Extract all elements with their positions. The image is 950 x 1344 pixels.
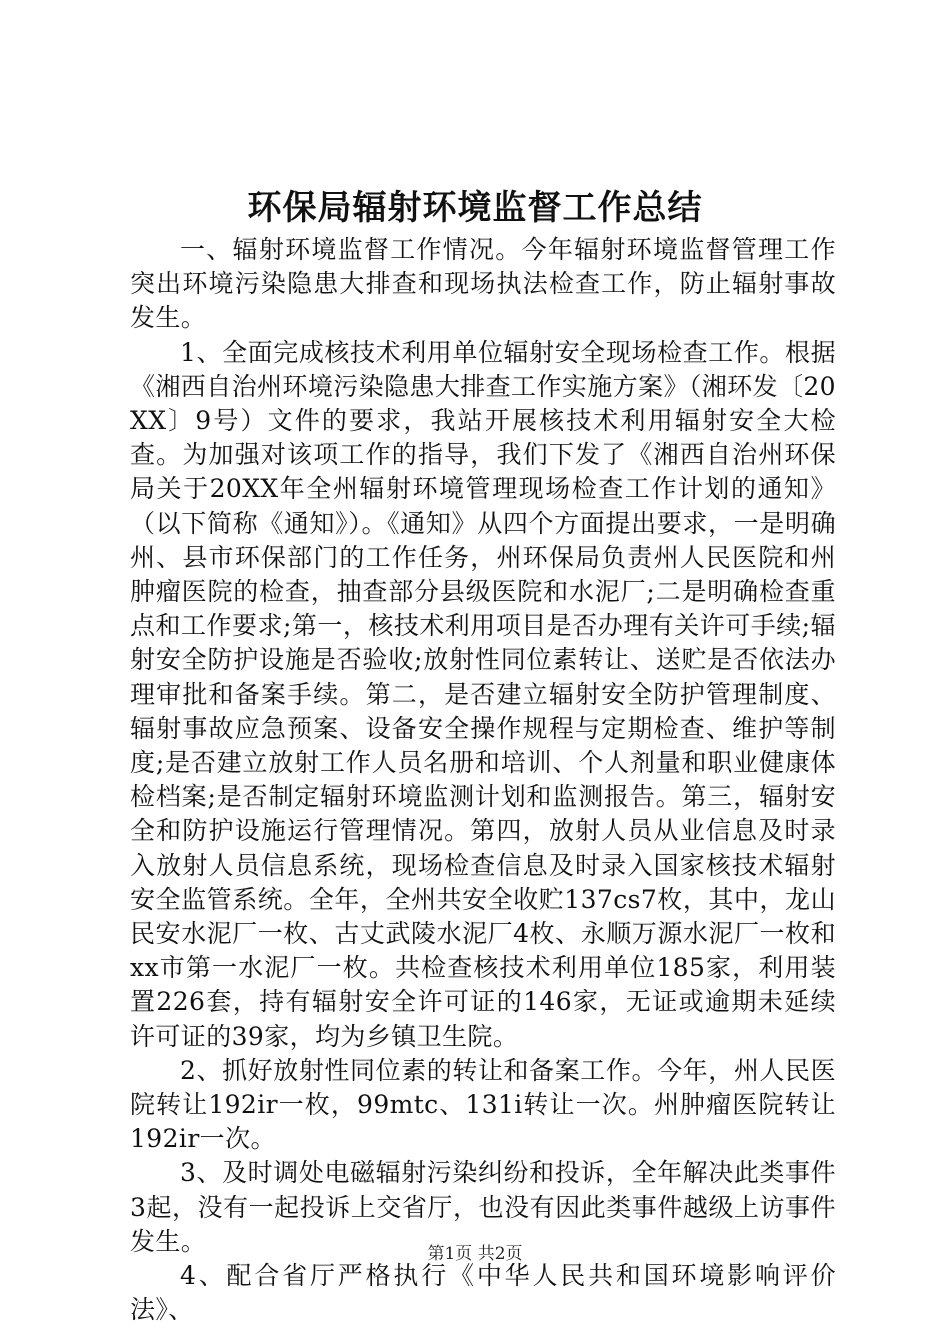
paragraph-item-2-isotope-transfer: 2、抓好放射性同位素的转让和备案工作。今年，州人民医院转让192ir一枚，99mtc、131i转让一次。州肿瘤医院转让192ir一次。 bbox=[130, 1055, 836, 1154]
document-body bbox=[130, 233, 836, 1328]
paragraph-overview: 一、辐射环境监督工作情况。今年辐射环境监督管理工作突出环境污染隐患大排查和现场执法检查工作，防止辐射事故发生。 bbox=[130, 235, 836, 333]
page-title: 环保局辐射环境监督工作总结 bbox=[247, 188, 703, 228]
page-footer-indicator: 第1页 共2页 bbox=[427, 1244, 523, 1264]
paragraph-item-3-complaints: 3、及时调处电磁辐射污染纠纷和投诉，全年解决此类事件3起，没有一起投诉上交省厅，也没有因此类事件越级上访事件发生。 bbox=[130, 1158, 836, 1256]
paragraph-item-4-eia-law: 4、配合省厅严格执行《中华人民共和国环境影响评价法》、 bbox=[130, 1261, 836, 1325]
paragraph-item-1-inspection: 1、全面完成核技术利用单位辐射安全现场检查工作。根据《湘西自治州环境污染隐患大排查工作实施方案》（湘环发〔20XX〕9号）文件的要求，我站开展核技术利用辐射安全大检查。为加强对该项工作的指导，我们下发了《湘西自治州环保局关于20XX年全州辐射环境管理现场检查工作计划的通知》（以下简称《通知》）。《通知》从四个方面提出要求，一是明确州、县市环保部门的工作任务，州环保局负责州人民医院和州肿瘤医院的检查，抽查部分县级医院和水泥厂;二是明确检查重点和工作要求;第一，核技术利用项目是否办理有关许可手续;辐射安全防护设施是否验收;放射性同位素转让、送贮是否依法办理审批和备案手续。第二，是否建立辐射安全防护管理制度、辐射事故应急预案、设备安全操作规程与定期检查、维护等制度;是否建立放射工作人员名册和培训、个人剂量和职业健康体检档案;是否制定辐射环境监测计划和监测报告。第三，辐射安全和防护设施运行管理情况。第四，放射人员从业信息及时录入放射人员信息系统，现场检查信息及时录入国家核技术辐射安全监管系统。全年，全州共安全收贮137cs7枚，其中，龙山民安水泥厂一枚、古丈武陵水泥厂4枚、永顺万源水泥厂一枚和xx市第一水泥厂一枚。共检查核技术利用单位185家，利用装置226套，持有辐射安全许可证的146家，无证或逾期未延续许可证的39家，均为乡镇卫生院。 bbox=[130, 337, 836, 1051]
